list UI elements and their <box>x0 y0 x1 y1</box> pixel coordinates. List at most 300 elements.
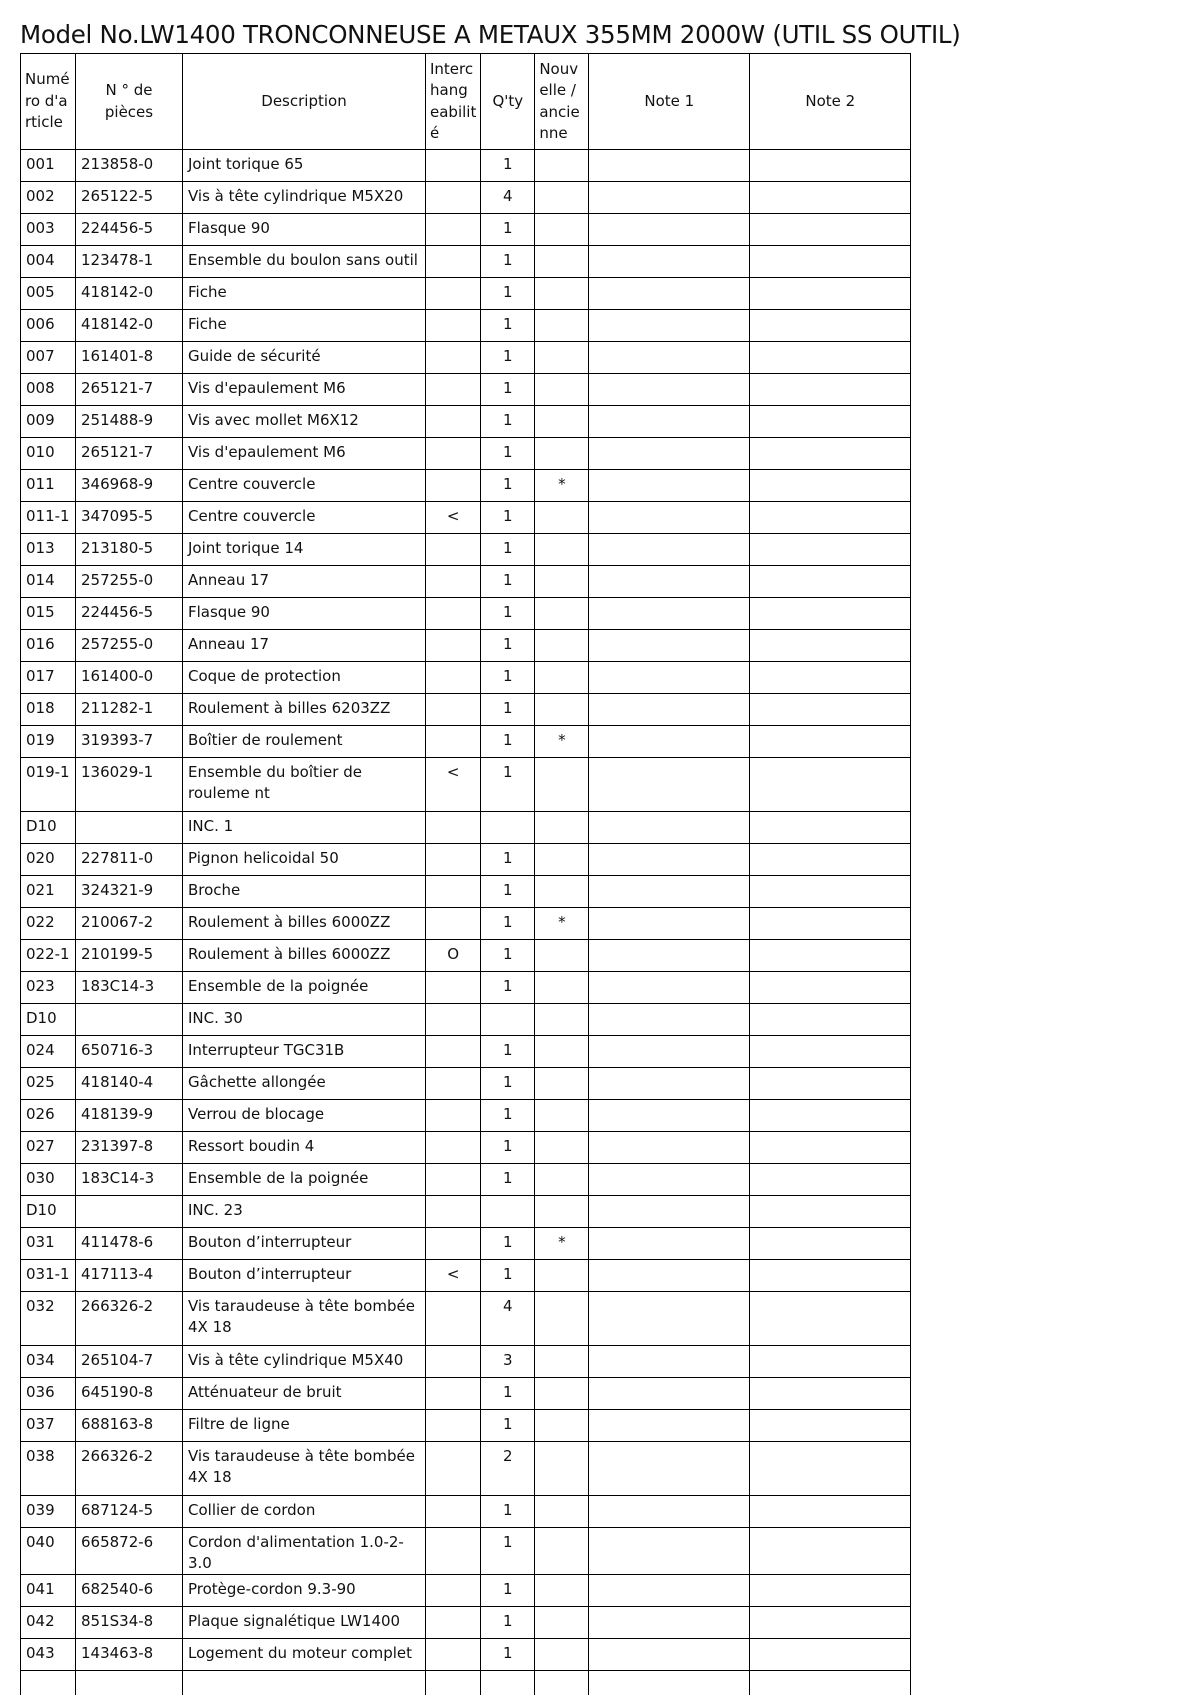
cell-qty: 1 <box>481 438 535 470</box>
cell-description: Vis taraudeuse à tête bombée 4X 18 <box>183 1442 426 1496</box>
cell-note2 <box>750 1639 911 1671</box>
cell-qty: 1 <box>481 662 535 694</box>
cell-part-no: 687124-5 <box>76 1496 183 1528</box>
cell-interchangeability <box>426 1100 481 1132</box>
cell-description: Boîtier de roulement <box>183 726 426 758</box>
cell-interchangeability: O <box>426 940 481 972</box>
cell-interchangeability: < <box>426 1260 481 1292</box>
cell-description: Ensemble de la poignée <box>183 1164 426 1196</box>
cell-new-old <box>535 1100 589 1132</box>
cell-part-no: 650716-3 <box>76 1036 183 1068</box>
cell-qty: 1 <box>481 342 535 374</box>
cell-note2 <box>750 534 911 566</box>
cell-qty: 1 <box>481 1228 535 1260</box>
table-row <box>21 438 911 470</box>
cell-item: D10 <box>21 1004 76 1036</box>
cell-note2 <box>750 1228 911 1260</box>
cell-note2 <box>750 726 911 758</box>
cell-new-old <box>535 1260 589 1292</box>
cell-note1 <box>589 694 750 726</box>
table-row <box>21 940 911 972</box>
cell-item: 022-1 <box>21 940 76 972</box>
cell-part-no: 123478-1 <box>76 246 183 278</box>
cell-note2 <box>750 406 911 438</box>
cell-note2 <box>750 1164 911 1196</box>
cell-interchangeability <box>426 1036 481 1068</box>
cell-note1 <box>589 1228 750 1260</box>
cell-description: Joint torique 14 <box>183 534 426 566</box>
cell-new-old <box>535 598 589 630</box>
cell-item: 020 <box>21 844 76 876</box>
cell-note2 <box>750 662 911 694</box>
cell-qty: 1 <box>481 534 535 566</box>
cell-description: Protège-cordon 9.3-90 <box>183 1575 426 1607</box>
cell-qty: 1 <box>481 566 535 598</box>
cell-interchangeability <box>426 1410 481 1442</box>
cell-new-old <box>535 1346 589 1378</box>
cell-description: Vis à tête cylindrique M5X20 <box>183 182 426 214</box>
cell-description: Vis à tête cylindrique M5X40 <box>183 1346 426 1378</box>
cell-interchangeability <box>426 214 481 246</box>
table-row <box>21 1100 911 1132</box>
cell-qty: 1 <box>481 1036 535 1068</box>
cell-note2 <box>750 940 911 972</box>
cell-item: 001 <box>21 150 76 182</box>
table-row <box>21 1132 911 1164</box>
cell-note1 <box>589 1260 750 1292</box>
cell-new-old <box>535 502 589 534</box>
cell-interchangeability <box>426 876 481 908</box>
cell-note2 <box>750 812 911 844</box>
cell-note1 <box>589 1639 750 1671</box>
cell-item: 006 <box>21 310 76 342</box>
cell-new-old <box>535 662 589 694</box>
cell-interchangeability <box>426 342 481 374</box>
cell-description: Roulement à billes 6203ZZ <box>183 694 426 726</box>
cell-qty: 1 <box>481 1528 535 1575</box>
cell-part-no: 266326-2 <box>76 1292 183 1346</box>
cell-interchangeability <box>426 150 481 182</box>
cell-part-no: 213180-5 <box>76 534 183 566</box>
cell-description: INC. 23 <box>183 1196 426 1228</box>
cell-item: D10 <box>21 1196 76 1228</box>
cell-qty: 4 <box>481 1292 535 1346</box>
cell-new-old: * <box>535 470 589 502</box>
cell-new-old <box>535 1132 589 1164</box>
table-row <box>21 1607 911 1639</box>
cell-qty: 1 <box>481 598 535 630</box>
cell-new-old <box>535 940 589 972</box>
cell-description: Ensemble du boulon sans outil <box>183 246 426 278</box>
cell-interchangeability: < <box>426 758 481 812</box>
cell-qty: 1 <box>481 908 535 940</box>
cell-note1 <box>589 470 750 502</box>
cell-note2 <box>750 438 911 470</box>
table-row <box>21 812 911 844</box>
cell-description: Broche <box>183 876 426 908</box>
cell-part-no: 265121-7 <box>76 438 183 470</box>
cell-note2 <box>750 310 911 342</box>
table-row <box>21 1068 911 1100</box>
parts-table <box>20 53 911 1695</box>
cell-part-no: 418142-0 <box>76 310 183 342</box>
cell-interchangeability <box>426 374 481 406</box>
cell-description: Flasque 90 <box>183 598 426 630</box>
cell-description: Roulement à billes 6000ZZ <box>183 908 426 940</box>
cell-part-no: 265122-5 <box>76 182 183 214</box>
cell-part-no: 251488-9 <box>76 406 183 438</box>
cell-part-no: 266326-2 <box>76 1442 183 1496</box>
cell-item: 041 <box>21 1575 76 1607</box>
cell-interchangeability <box>426 1132 481 1164</box>
cell-description: Plaque signalétique LW1400 <box>183 1607 426 1639</box>
cell-part-no: 688163-8 <box>76 1410 183 1442</box>
cell-part-no: 411478-6 <box>76 1228 183 1260</box>
cell-part-no: 324321-9 <box>76 876 183 908</box>
cell-new-old <box>535 694 589 726</box>
cell-description: Vis d'epaulement M6 <box>183 374 426 406</box>
cell-note2 <box>750 1607 911 1639</box>
cell-new-old <box>535 1528 589 1575</box>
cell-item: 003 <box>21 214 76 246</box>
cell-item: 034 <box>21 1346 76 1378</box>
cell-note2 <box>750 150 911 182</box>
cell-part-no: 265104-7 <box>76 1346 183 1378</box>
cell-part-no: 346968-9 <box>76 470 183 502</box>
table-header-row <box>21 54 911 150</box>
table-row <box>21 406 911 438</box>
cell-item: 026 <box>21 1100 76 1132</box>
cell-note2 <box>750 1132 911 1164</box>
cell-qty: 1 <box>481 246 535 278</box>
cell-item: 022 <box>21 908 76 940</box>
table-row <box>21 662 911 694</box>
table-row <box>21 1378 911 1410</box>
cell-item: 027 <box>21 1132 76 1164</box>
table-row <box>21 310 911 342</box>
cell-interchangeability <box>426 630 481 662</box>
cell-description: Flasque 90 <box>183 214 426 246</box>
cell-new-old <box>535 342 589 374</box>
cell-qty: 1 <box>481 1260 535 1292</box>
cell-interchangeability <box>426 1442 481 1496</box>
cell-note1 <box>589 598 750 630</box>
cell-interchangeability <box>426 812 481 844</box>
cell-qty <box>481 1196 535 1228</box>
cell-note1 <box>589 182 750 214</box>
cell-new-old <box>535 1196 589 1228</box>
cell-description: Vis taraudeuse à tête bombée 4X 18 <box>183 1292 426 1346</box>
cell-item: 019-1 <box>21 758 76 812</box>
cell-note1 <box>589 406 750 438</box>
cell-qty <box>481 812 535 844</box>
cell-new-old <box>535 406 589 438</box>
cell-part-no: 143463-8 <box>76 1639 183 1671</box>
cell-item: 032 <box>21 1292 76 1346</box>
cell-note1 <box>589 1442 750 1496</box>
cell-note2 <box>750 1260 911 1292</box>
cell-new-old <box>535 150 589 182</box>
cell-interchangeability <box>426 1496 481 1528</box>
cell-note1 <box>589 876 750 908</box>
table-row <box>21 908 911 940</box>
cell-qty: 2 <box>481 1442 535 1496</box>
table-row <box>21 1442 911 1496</box>
cell-part-no: 319393-7 <box>76 726 183 758</box>
table-row <box>21 876 911 908</box>
cell-interchangeability <box>426 1528 481 1575</box>
cell-note1 <box>589 502 750 534</box>
table-row <box>21 566 911 598</box>
cell-note1 <box>589 310 750 342</box>
cell-new-old: * <box>535 726 589 758</box>
cell-note1 <box>589 374 750 406</box>
table-row <box>21 342 911 374</box>
cell-item: 038 <box>21 1442 76 1496</box>
cell-note2 <box>750 182 911 214</box>
cell-interchangeability <box>426 182 481 214</box>
cell-interchangeability <box>426 310 481 342</box>
cell-item: 021 <box>21 876 76 908</box>
cell-part-no <box>76 812 183 844</box>
cell-note2 <box>750 1528 911 1575</box>
cell-note2 <box>750 1068 911 1100</box>
col-header-interchangeability: Interc hang eabilit é <box>426 54 481 150</box>
cell-qty: 1 <box>481 726 535 758</box>
cell-note2 <box>750 1100 911 1132</box>
cell-description: Fiche <box>183 310 426 342</box>
cell-qty: 4 <box>481 182 535 214</box>
cell-qty: 1 <box>481 1132 535 1164</box>
cell-interchangeability <box>426 534 481 566</box>
col-header-qty: Q'ty <box>481 54 535 150</box>
cell-part-no: 183C14-3 <box>76 1164 183 1196</box>
cell-description: Pignon helicoidal 50 <box>183 844 426 876</box>
cell-part-no: 257255-0 <box>76 566 183 598</box>
cell-description: Bouton d’interrupteur <box>183 1260 426 1292</box>
table-row <box>21 758 911 812</box>
cell-note1 <box>589 278 750 310</box>
cell-note2 <box>750 972 911 1004</box>
cell-qty: 1 <box>481 1068 535 1100</box>
cell-description: Anneau 17 <box>183 630 426 662</box>
cell-description: Vis avec mollet M6X12 <box>183 406 426 438</box>
cell-qty: 1 <box>481 278 535 310</box>
cell-qty: 1 <box>481 844 535 876</box>
cell-note1 <box>589 1196 750 1228</box>
cell-note1 <box>589 342 750 374</box>
table-row <box>21 150 911 182</box>
cell-item: 042 <box>21 1607 76 1639</box>
cell-interchangeability <box>426 1378 481 1410</box>
cell-new-old <box>535 310 589 342</box>
table-row <box>21 1036 911 1068</box>
cell-part-no: 418139-9 <box>76 1100 183 1132</box>
cell-item: 036 <box>21 1378 76 1410</box>
cell-new-old <box>535 182 589 214</box>
table-row <box>21 972 911 1004</box>
cell-qty: 1 <box>481 406 535 438</box>
cell-note1 <box>589 1607 750 1639</box>
cell-note1 <box>589 758 750 812</box>
cell-note1 <box>589 566 750 598</box>
cell-part-no: 418140-4 <box>76 1068 183 1100</box>
cell-qty: 1 <box>481 1378 535 1410</box>
cell-item: 030 <box>21 1164 76 1196</box>
cell-interchangeability <box>426 1639 481 1671</box>
cell-new-old <box>535 1036 589 1068</box>
cell-part-no: 851S34-8 <box>76 1607 183 1639</box>
cell-new-old: * <box>535 1228 589 1260</box>
cell-part-no: 224456-5 <box>76 214 183 246</box>
cell-item: 014 <box>21 566 76 598</box>
cell-note2 <box>750 502 911 534</box>
cell-note2 <box>750 876 911 908</box>
cell-note2 <box>750 844 911 876</box>
cell-description: Coque de protection <box>183 662 426 694</box>
cell-new-old <box>535 374 589 406</box>
cell-description: Vis d'epaulement M6 <box>183 438 426 470</box>
cell-description: Gâchette allongée <box>183 1068 426 1100</box>
cell-part-no: 213858-0 <box>76 150 183 182</box>
col-header-description: Description <box>183 54 426 150</box>
cell-interchangeability <box>426 598 481 630</box>
cell-qty <box>481 1004 535 1036</box>
cell-part-no: 682540-6 <box>76 1575 183 1607</box>
table-row <box>21 844 911 876</box>
cell-item: 019 <box>21 726 76 758</box>
cell-description: Collier de cordon <box>183 1496 426 1528</box>
table-row <box>21 470 911 502</box>
table-row <box>21 1196 911 1228</box>
cell-item: 040 <box>21 1528 76 1575</box>
cell-note1 <box>589 1410 750 1442</box>
cell-new-old <box>535 1068 589 1100</box>
cell-part-no: 227811-0 <box>76 844 183 876</box>
cell-description: Centre couvercle <box>183 502 426 534</box>
cell-description: INC. 1 <box>183 812 426 844</box>
cell-note1 <box>589 438 750 470</box>
cell-description: Interrupteur TGC31B <box>183 1036 426 1068</box>
table-row <box>21 1575 911 1607</box>
cell-interchangeability <box>426 726 481 758</box>
cell-note1 <box>589 1346 750 1378</box>
cell-interchangeability <box>426 662 481 694</box>
cell-note1 <box>589 1036 750 1068</box>
table-row <box>21 1496 911 1528</box>
cell-item: 016 <box>21 630 76 662</box>
cell-note1 <box>589 1100 750 1132</box>
cell-new-old: * <box>535 908 589 940</box>
cell-note1 <box>589 844 750 876</box>
cell-description: Atténuateur de bruit <box>183 1378 426 1410</box>
cell-note1 <box>589 630 750 662</box>
cell-new-old <box>535 1378 589 1410</box>
cell-interchangeability <box>426 1164 481 1196</box>
cell-note2 <box>750 758 911 812</box>
cell-part-no: 645190-8 <box>76 1378 183 1410</box>
table-row <box>21 214 911 246</box>
cell-note1 <box>589 1068 750 1100</box>
table-row <box>21 1410 911 1442</box>
cell-new-old <box>535 566 589 598</box>
cell-new-old <box>535 1292 589 1346</box>
cell-note1 <box>589 1132 750 1164</box>
cell-part-no: 417113-4 <box>76 1260 183 1292</box>
cell-note1 <box>589 150 750 182</box>
cell-item: 009 <box>21 406 76 438</box>
cell-new-old <box>535 972 589 1004</box>
table-row <box>21 246 911 278</box>
cell-item: 010 <box>21 438 76 470</box>
cell-part-no: 211282-1 <box>76 694 183 726</box>
cell-item: D10 <box>21 812 76 844</box>
cell-interchangeability <box>426 908 481 940</box>
cell-note1 <box>589 534 750 566</box>
cell-note1 <box>589 214 750 246</box>
cell-part-no: 136029-1 <box>76 758 183 812</box>
cell-interchangeability: < <box>426 502 481 534</box>
cell-qty: 1 <box>481 1639 535 1671</box>
cell-part-no <box>76 1004 183 1036</box>
cell-interchangeability <box>426 406 481 438</box>
cell-note1 <box>589 908 750 940</box>
cell-item: 037 <box>21 1410 76 1442</box>
cell-new-old <box>535 1442 589 1496</box>
cell-note2 <box>750 1496 911 1528</box>
cell-note1 <box>589 246 750 278</box>
cell-qty: 1 <box>481 502 535 534</box>
cell-note1 <box>589 1004 750 1036</box>
cell-part-no: 347095-5 <box>76 502 183 534</box>
cell-description: Cordon d'alimentation 1.0-2-3.0 <box>183 1528 426 1575</box>
cell-interchangeability <box>426 972 481 1004</box>
cell-interchangeability <box>426 1228 481 1260</box>
cell-new-old <box>535 438 589 470</box>
cell-note1 <box>589 1164 750 1196</box>
cell-new-old <box>535 1607 589 1639</box>
cell-note2 <box>750 1442 911 1496</box>
cell-note2 <box>750 470 911 502</box>
cell-note2 <box>750 374 911 406</box>
table-row <box>21 1260 911 1292</box>
cell-part-no: 418142-0 <box>76 278 183 310</box>
cell-item: 024 <box>21 1036 76 1068</box>
cell-part-no: 224456-5 <box>76 598 183 630</box>
cell-note1 <box>589 1528 750 1575</box>
cell-qty: 1 <box>481 630 535 662</box>
cell-item: 017 <box>21 662 76 694</box>
table-row <box>21 182 911 214</box>
cell-qty: 1 <box>481 1496 535 1528</box>
cell-qty: 1 <box>481 1164 535 1196</box>
cell-new-old <box>535 1410 589 1442</box>
cell-description: Ensemble de la poignée <box>183 972 426 1004</box>
col-header-note1: Note 1 <box>589 54 750 150</box>
cell-qty: 1 <box>481 1100 535 1132</box>
cell-new-old <box>535 278 589 310</box>
cell-note2 <box>750 1036 911 1068</box>
cell-note2 <box>750 1004 911 1036</box>
cell-item: 007 <box>21 342 76 374</box>
cell-note2 <box>750 214 911 246</box>
cell-note2 <box>750 566 911 598</box>
cell-part-no: 210199-5 <box>76 940 183 972</box>
cell-description: Fiche <box>183 278 426 310</box>
cell-new-old <box>535 1575 589 1607</box>
cell-qty: 1 <box>481 940 535 972</box>
cell-note1 <box>589 972 750 1004</box>
